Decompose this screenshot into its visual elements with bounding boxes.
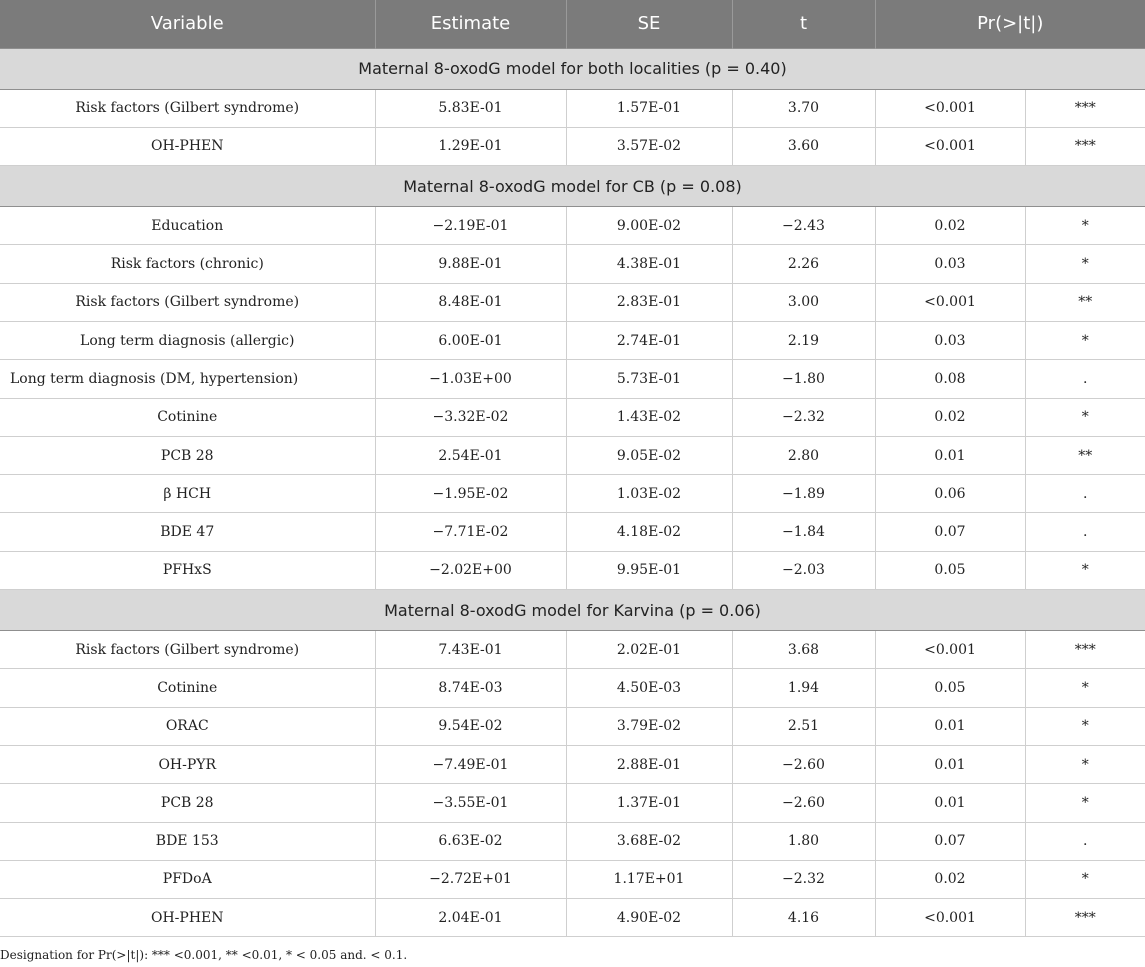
significance-cell: * — [1025, 398, 1145, 436]
estimate-cell: −1.03E+00 — [375, 360, 566, 398]
header-pr: Pr(>|t|) — [875, 0, 1145, 48]
se-cell: 1.03E-02 — [566, 475, 732, 513]
se-cell: 1.43E-02 — [566, 398, 732, 436]
table-row — [0, 207, 1145, 245]
table-row — [0, 707, 1145, 745]
t-cell: 2.80 — [732, 436, 875, 474]
table-row — [0, 436, 1145, 474]
header-t: t — [732, 0, 875, 48]
estimate-cell: −2.19E-01 — [375, 207, 566, 245]
t-cell: 4.16 — [732, 899, 875, 937]
se-cell: 1.57E-01 — [566, 89, 732, 127]
estimate-cell: −3.32E-02 — [375, 398, 566, 436]
table-row — [0, 127, 1145, 165]
se-cell: 1.17E+01 — [566, 860, 732, 898]
p-value-cell: 0.05 — [875, 669, 1025, 707]
se-cell: 5.73E-01 — [566, 360, 732, 398]
significance-cell: * — [1025, 860, 1145, 898]
table-row — [0, 360, 1145, 398]
estimate-cell: 6.63E-02 — [375, 822, 566, 860]
variable-cell: OH-PHEN — [0, 899, 375, 937]
estimate-cell: −1.95E-02 — [375, 475, 566, 513]
table-row — [0, 822, 1145, 860]
table-footnote: Designation for Pr(>|t|): *** <0.001, ** <0.01, * < 0.05 and. < 0.1. — [0, 948, 408, 962]
table-row — [0, 283, 1145, 321]
p-value-cell: 0.07 — [875, 822, 1025, 860]
se-cell: 3.68E-02 — [566, 822, 732, 860]
significance-cell: * — [1025, 669, 1145, 707]
p-value-cell: 0.01 — [875, 745, 1025, 783]
section-title: Maternal 8-oxodG model for both localities (p = 0.40) — [0, 48, 1145, 89]
se-cell: 3.79E-02 — [566, 707, 732, 745]
p-value-cell: 0.08 — [875, 360, 1025, 398]
se-cell: 9.00E-02 — [566, 207, 732, 245]
estimate-cell: −3.55E-01 — [375, 784, 566, 822]
variable-cell: PCB 28 — [0, 436, 375, 474]
t-cell: 2.26 — [732, 245, 875, 283]
table-row — [0, 899, 1145, 937]
t-cell: −1.80 — [732, 360, 875, 398]
p-value-cell: 0.06 — [875, 475, 1025, 513]
estimate-cell: 9.88E-01 — [375, 245, 566, 283]
t-cell: −2.60 — [732, 784, 875, 822]
variable-cell: Risk factors (Gilbert syndrome) — [0, 89, 375, 127]
variable-cell: ORAC — [0, 707, 375, 745]
p-value-cell: 0.01 — [875, 436, 1025, 474]
t-cell: −2.32 — [732, 398, 875, 436]
se-cell: 4.50E-03 — [566, 669, 732, 707]
table-row — [0, 513, 1145, 551]
se-cell: 4.18E-02 — [566, 513, 732, 551]
significance-cell: *** — [1025, 899, 1145, 937]
significance-cell: * — [1025, 245, 1145, 283]
p-value-cell: 0.02 — [875, 860, 1025, 898]
p-value-cell: 0.02 — [875, 398, 1025, 436]
p-value-cell: <0.001 — [875, 283, 1025, 321]
se-cell: 4.90E-02 — [566, 899, 732, 937]
p-value-cell: 0.03 — [875, 321, 1025, 359]
header-variable: Variable — [0, 0, 375, 48]
variable-cell: PFDoA — [0, 860, 375, 898]
t-cell: −2.03 — [732, 551, 875, 589]
estimate-cell: 8.48E-01 — [375, 283, 566, 321]
t-cell: 3.00 — [732, 283, 875, 321]
se-cell: 9.95E-01 — [566, 551, 732, 589]
p-value-cell: <0.001 — [875, 631, 1025, 669]
t-cell: −2.43 — [732, 207, 875, 245]
variable-cell: Risk factors (Gilbert syndrome) — [0, 283, 375, 321]
table-row — [0, 784, 1145, 822]
table-header — [0, 0, 1145, 48]
estimate-cell: 9.54E-02 — [375, 707, 566, 745]
se-cell: 3.57E-02 — [566, 127, 732, 165]
estimate-cell: −7.49E-01 — [375, 745, 566, 783]
significance-cell: *** — [1025, 89, 1145, 127]
variable-cell: Long term diagnosis (allergic) — [0, 321, 375, 359]
p-value-cell: 0.03 — [875, 245, 1025, 283]
estimate-cell: −2.72E+01 — [375, 860, 566, 898]
t-cell: 2.19 — [732, 321, 875, 359]
significance-cell: * — [1025, 784, 1145, 822]
t-cell: −2.32 — [732, 860, 875, 898]
table-row — [0, 551, 1145, 589]
p-value-cell: 0.07 — [875, 513, 1025, 551]
significance-cell: *** — [1025, 631, 1145, 669]
p-value-cell: 0.01 — [875, 784, 1025, 822]
table-row — [0, 669, 1145, 707]
variable-cell: OH-PYR — [0, 745, 375, 783]
p-value-cell: <0.001 — [875, 899, 1025, 937]
p-value-cell: 0.02 — [875, 207, 1025, 245]
variable-cell: Risk factors (Gilbert syndrome) — [0, 631, 375, 669]
variable-cell: Cotinine — [0, 398, 375, 436]
se-cell: 2.83E-01 — [566, 283, 732, 321]
se-cell: 4.38E-01 — [566, 245, 732, 283]
section-header-row — [0, 166, 1145, 207]
significance-cell: . — [1025, 360, 1145, 398]
table-row — [0, 398, 1145, 436]
se-cell: 9.05E-02 — [566, 436, 732, 474]
significance-cell: . — [1025, 513, 1145, 551]
variable-cell: PCB 28 — [0, 784, 375, 822]
variable-cell: Cotinine — [0, 669, 375, 707]
significance-cell: * — [1025, 745, 1145, 783]
estimate-cell: 1.29E-01 — [375, 127, 566, 165]
variable-cell: PFHxS — [0, 551, 375, 589]
estimate-cell: −7.71E-02 — [375, 513, 566, 551]
table-row — [0, 89, 1145, 127]
table-row — [0, 321, 1145, 359]
significance-cell: ** — [1025, 283, 1145, 321]
variable-cell: Long term diagnosis (DM, hypertension) — [0, 360, 375, 398]
table-row — [0, 245, 1145, 283]
estimate-cell: 5.83E-01 — [375, 89, 566, 127]
estimate-cell: 2.54E-01 — [375, 436, 566, 474]
significance-cell: * — [1025, 321, 1145, 359]
estimate-cell: −2.02E+00 — [375, 551, 566, 589]
t-cell: 3.68 — [732, 631, 875, 669]
estimate-cell: 8.74E-03 — [375, 669, 566, 707]
significance-cell: * — [1025, 551, 1145, 589]
table-row — [0, 745, 1145, 783]
table-body — [0, 48, 1145, 937]
t-cell: 3.60 — [732, 127, 875, 165]
se-cell: 2.02E-01 — [566, 631, 732, 669]
p-value-cell: 0.05 — [875, 551, 1025, 589]
variable-cell: Risk factors (chronic) — [0, 245, 375, 283]
variable-cell: BDE 47 — [0, 513, 375, 551]
t-cell: 1.94 — [732, 669, 875, 707]
t-cell: −1.84 — [732, 513, 875, 551]
variable-cell: β HCH — [0, 475, 375, 513]
estimate-cell: 7.43E-01 — [375, 631, 566, 669]
significance-cell: * — [1025, 707, 1145, 745]
p-value-cell: <0.001 — [875, 89, 1025, 127]
p-value-cell: <0.001 — [875, 127, 1025, 165]
table-row — [0, 860, 1145, 898]
p-value-cell: 0.01 — [875, 707, 1025, 745]
header-row — [0, 0, 1145, 48]
t-cell: 1.80 — [732, 822, 875, 860]
variable-cell: Education — [0, 207, 375, 245]
variable-cell: OH-PHEN — [0, 127, 375, 165]
t-cell: −2.60 — [732, 745, 875, 783]
header-estimate: Estimate — [375, 0, 566, 48]
significance-cell: . — [1025, 475, 1145, 513]
section-header-row — [0, 48, 1145, 89]
table-row — [0, 475, 1145, 513]
significance-cell: . — [1025, 822, 1145, 860]
se-cell: 1.37E-01 — [566, 784, 732, 822]
estimate-cell: 6.00E-01 — [375, 321, 566, 359]
section-title: Maternal 8-oxodG model for Karvina (p = 0.06) — [0, 590, 1145, 631]
section-title: Maternal 8-oxodG model for CB (p = 0.08) — [0, 166, 1145, 207]
significance-cell: ** — [1025, 436, 1145, 474]
t-cell: −1.89 — [732, 475, 875, 513]
variable-cell: BDE 153 — [0, 822, 375, 860]
header-se: SE — [566, 0, 732, 48]
se-cell: 2.88E-01 — [566, 745, 732, 783]
t-cell: 3.70 — [732, 89, 875, 127]
t-cell: 2.51 — [732, 707, 875, 745]
se-cell: 2.74E-01 — [566, 321, 732, 359]
estimate-cell: 2.04E-01 — [375, 899, 566, 937]
significance-cell: * — [1025, 207, 1145, 245]
significance-cell: *** — [1025, 127, 1145, 165]
table-row — [0, 631, 1145, 669]
section-header-row — [0, 590, 1145, 631]
